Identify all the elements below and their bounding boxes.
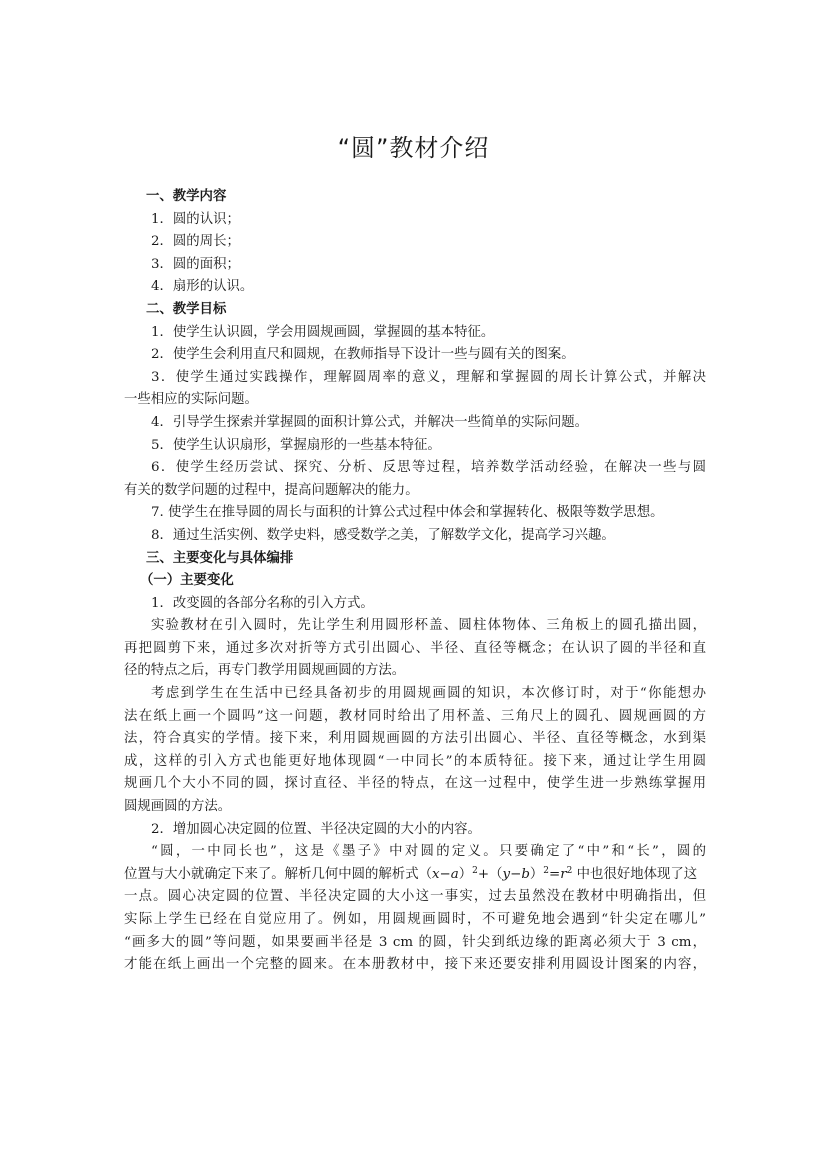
formula-minus-2: − xyxy=(510,866,522,882)
formula-paren-1: ） xyxy=(458,866,473,882)
formula-var-a: a xyxy=(450,866,459,882)
paragraph-1-line-1: 实验教材在引入圆时，先让学生利用圆形杯盖、圆柱体物体、三角板上的圆孔描出圆， xyxy=(151,618,706,634)
change-2-heading: 2．增加圆心决定圆的位置、半径决定圆的大小的内容。 xyxy=(151,821,481,837)
formula-var-x: x xyxy=(431,866,440,882)
goal-5: 5．使学生认识扇形，掌握扇形的一些基本特征。 xyxy=(151,437,441,453)
goal-4: 4．引导学生探索并掌握圆的面积计算公式，并解决一些简单的实际问题。 xyxy=(151,414,589,430)
paragraph-2-line-5: 规画几个大小不同的圆，探讨直径、半径的特点，在这一过程中，使学生进一步熟练掌握用 xyxy=(124,776,706,792)
document-title: “圆”教材介绍 xyxy=(337,134,490,162)
goal-3-line-2: 一些相应的实际问题。 xyxy=(124,392,258,408)
content-item-3: 3．圆的面积； xyxy=(151,256,240,272)
section-heading-teaching-content: 一、教学内容 xyxy=(146,189,227,204)
content-item-4: 4．扇形的认识。 xyxy=(151,279,254,295)
paragraph-3-line-1: “圆，一中同长也”，这是《墨子》中对圆的定义。只要确定了“中”和“长”，圆的 xyxy=(151,844,706,860)
formula-exp-3: 2 xyxy=(566,865,573,876)
paragraph-3-line-2 xyxy=(124,864,706,887)
paragraph-2-line-4: 成，这样的引入方式也能更好地体现圆“一中同长”的本质特征。接下来，通过让学生用圆 xyxy=(124,753,706,769)
subsection-heading-main-changes: （一）主要变化 xyxy=(140,573,234,589)
formula-lead-text: 位置与大小就确定下来了。解析几何中圆的解析式（ xyxy=(124,866,432,882)
change-1-heading: 1．改变圆的各部分名称的引入方式。 xyxy=(151,595,374,611)
goal-2: 2．使学生会利用直尺和圆规，在教师指导下设计一些与圆有关的图案。 xyxy=(151,347,575,363)
paragraph-2-line-6: 圆规画圆的方法。 xyxy=(124,799,232,815)
goal-7: 7. 使学生在推导圆的周长与面积的计算公式过程中体会和掌握转化、极限等数学思想。 xyxy=(151,505,664,521)
paragraph-1-line-3: 径的特点之后，再专门教学用圆规画圆的方法。 xyxy=(124,663,406,679)
goal-1: 1．使学生认识圆，学会用圆规画圆，掌握圆的基本特征。 xyxy=(151,324,495,340)
formula-var-y: y xyxy=(502,866,511,882)
paragraph-2-line-1: 考虑到学生在生活中已经具备初步的用圆规画圆的知识，本次修订时，对于“你能想办 xyxy=(151,686,706,702)
formula-var-r: r xyxy=(560,866,567,882)
formula-exp-1: 2 xyxy=(472,865,478,876)
formula-exp-2: 2 xyxy=(543,865,550,876)
content-item-2: 2．圆的周长； xyxy=(151,234,240,250)
paragraph-3-line-4: 实际上学生已经在自觉应用了。例如，用圆规画圆时，不可避免地会遇到“针尖定在哪儿” xyxy=(124,912,706,927)
goal-8: 8．通过生活实例、数学史料，感受数学之美，了解数学文化，提高学习兴趣。 xyxy=(151,527,615,543)
document-body xyxy=(124,186,706,977)
formula-var-b: b xyxy=(521,866,530,882)
content-item-1: 1．圆的认识； xyxy=(151,211,240,227)
section-heading-teaching-goals: 二、教学目标 xyxy=(146,301,227,317)
goal-6-line-2: 有关的数学问题的过程中，提高问题解决的能力。 xyxy=(124,482,419,498)
paragraph-2-line-3: 法，符合真实的学情。接下来，利用圆规画圆的方法引出圆心、半径、直径等概念，水到渠 xyxy=(124,731,706,747)
paragraph-1-line-2: 再把圆剪下来，通过多次对折等方式引出圆心、半径、直径等概念；在认识了圆的半径和直 xyxy=(124,640,706,656)
formula-equals: = xyxy=(549,866,561,882)
formula-trail-text: 中也很好地体现了这 xyxy=(572,866,698,882)
formula-plus: +（ xyxy=(477,866,503,882)
paragraph-3-line-5: “画多大的圆”等问题，如果要画半径是 3 cm 的圆，针尖到纸边缘的距离必须大于 3 cm， xyxy=(124,934,706,950)
paragraph-3-line-6: 才能在纸上画出一个完整的圆来。在本册教材中，接下来还要安排利用圆设计图案的内容， xyxy=(124,957,706,973)
paragraph-2-line-2: 法在纸上画一个圆吗”这一问题，教材同时给出了用杯盖、三角尺上的圆孔、圆规画圆的方 xyxy=(124,708,706,724)
goal-6-line-1: 6．使学生经历尝试、探究、分析、反思等过程，培养数学活动经验，在解决一些与圆 xyxy=(151,460,706,476)
paragraph-3-line-3: 一点。圆心决定圆的位置、半径决定圆的大小这一事实，过去虽然没在教材中明确指出，但 xyxy=(124,889,706,905)
formula-paren-2: ） xyxy=(529,866,544,882)
section-heading-main-changes: 三、主要变化与具体编排 xyxy=(146,550,294,566)
goal-3-line-1: 3．使学生通过实践操作，理解圆周率的意义，理解和掌握圆的周长计算公式，并解决 xyxy=(151,369,706,385)
formula-minus-1: − xyxy=(439,866,451,882)
